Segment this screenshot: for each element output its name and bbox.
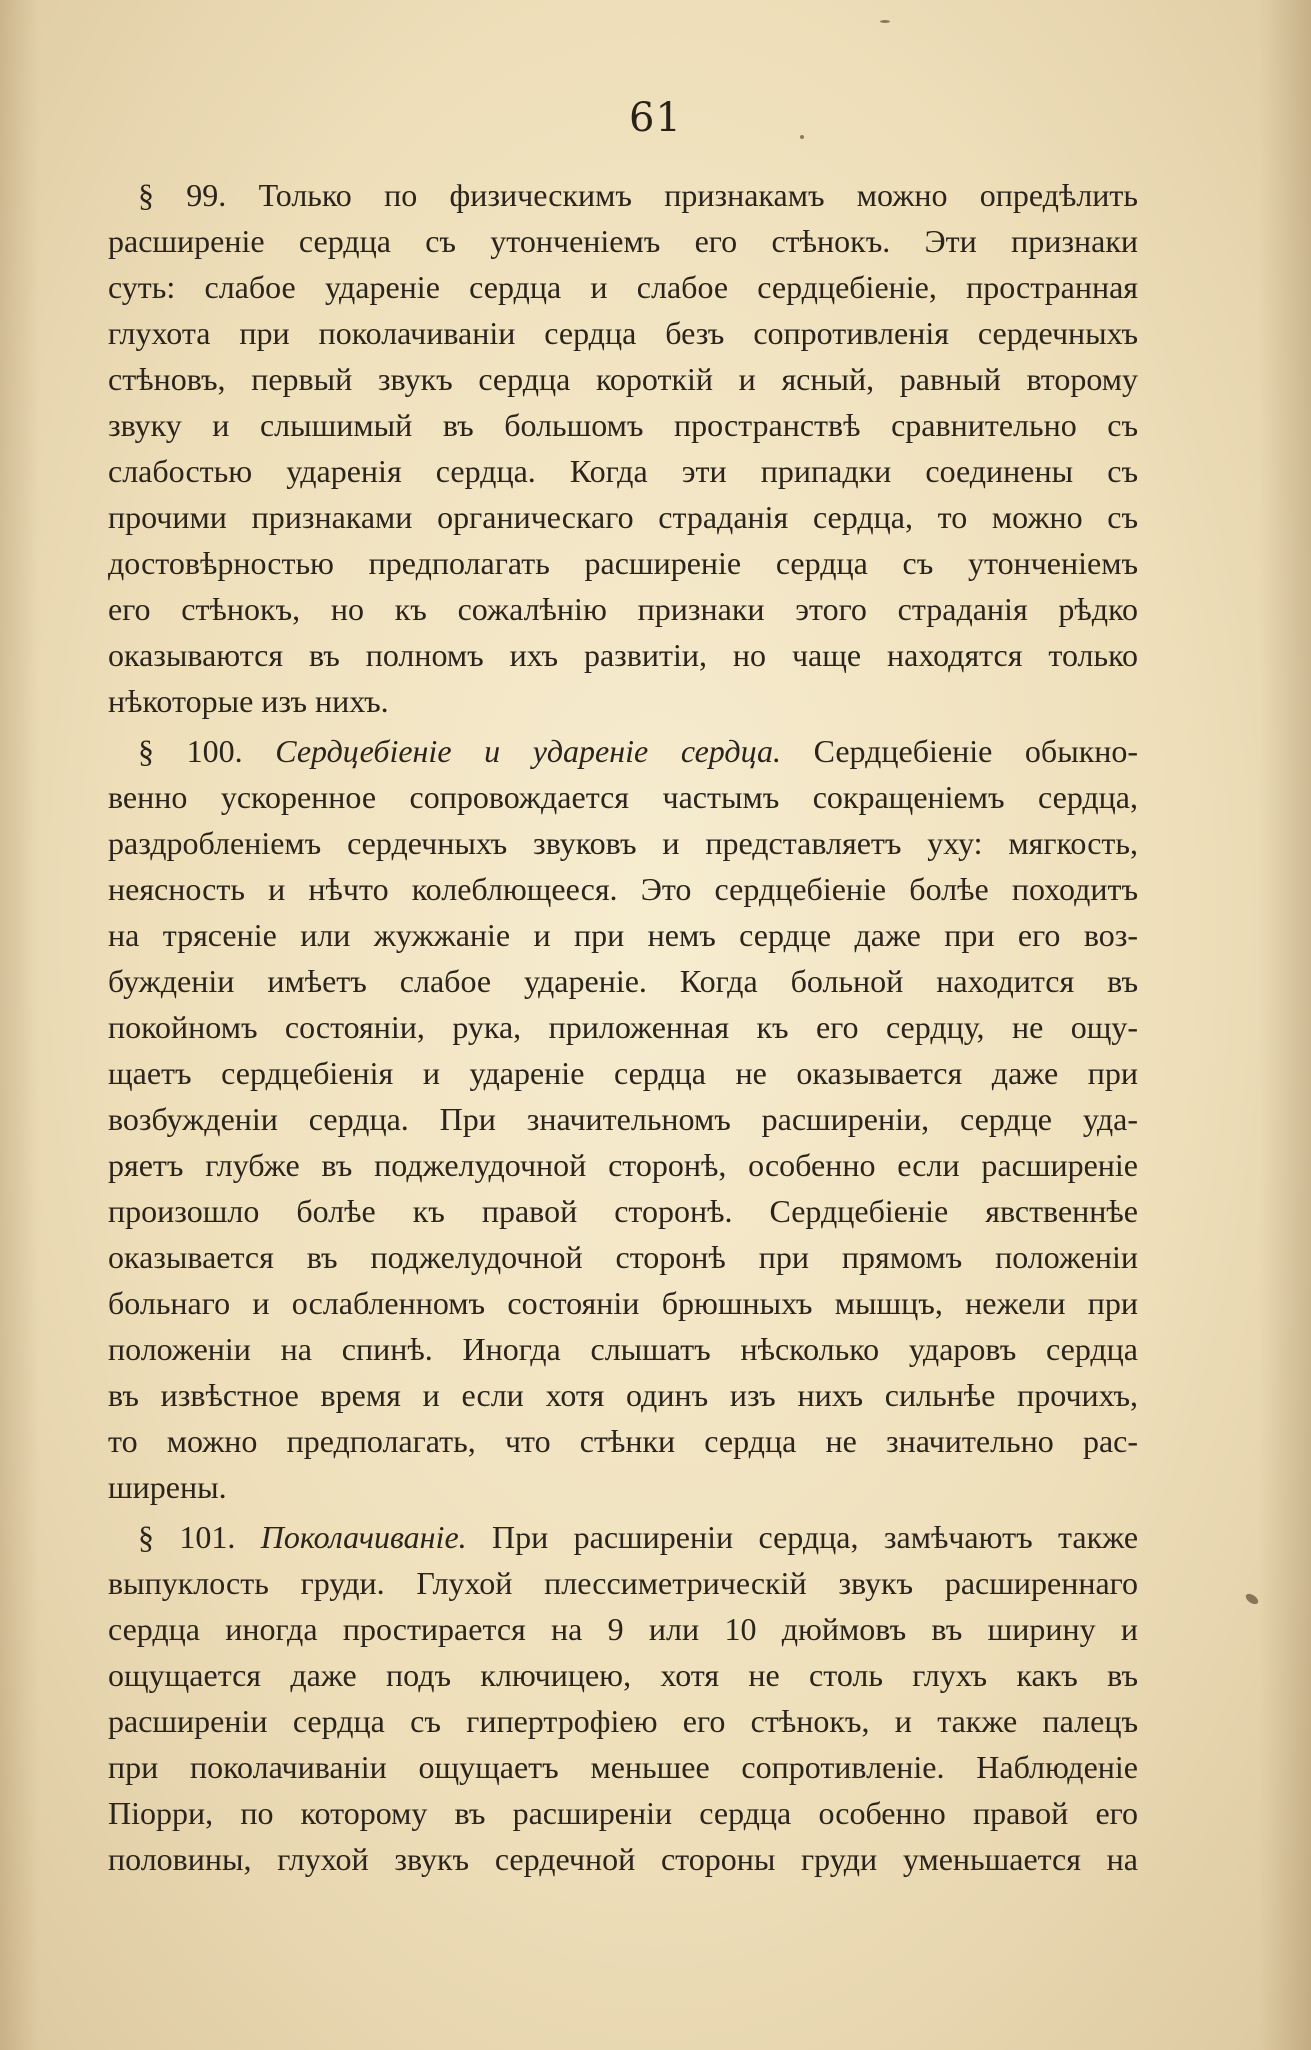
text-line: возбужденіи сердца. При значительномъ расширеніи, сердце уда- (108, 1101, 1138, 1137)
section-number: § 101. (138, 1519, 236, 1555)
text-line: сердца иногда простирается на 9 или 10 дюймовъ въ ширину и (108, 1611, 1138, 1647)
text-line: стѣновъ, первый звукъ сердца короткій и ясный, равный второму (108, 361, 1138, 397)
text-line: слабостью ударенія сердца. Когда эти припадки соединены съ (108, 453, 1138, 489)
text-line: глухота при поколачиваніи сердца безъ сопротивленія сердечныхъ (108, 315, 1138, 351)
text-line: положеніи на спинѣ. Иногда слышатъ нѣсколько ударовъ сердца (108, 1331, 1138, 1367)
text-line: нѣкоторые изъ нихъ. (108, 683, 389, 719)
text-line: ряетъ глубже въ поджелудочной сторонѣ, особенно если расширеніе (108, 1147, 1138, 1183)
text-line: ширены. (108, 1469, 227, 1505)
text-line: его стѣнокъ, но къ сожалѣнію признаки этого страданія рѣдко (108, 591, 1138, 627)
text-line: расширеніе сердца съ утонченіемъ его стѣнокъ. Эти признаки (108, 223, 1138, 259)
text-line: оказываются въ полномъ ихъ развитіи, но чаще находятся только (108, 637, 1138, 673)
text-line: щаетъ сердцебіенія и удареніе сердца не оказывается даже при (108, 1055, 1138, 1091)
paragraph-99 (108, 172, 1138, 724)
text-line: на трясеніе или жужжаніе и при немъ сердце даже при его воз- (108, 917, 1138, 953)
text-line: выпуклость груди. Глухой плессиметрическій звукъ расширеннаго (108, 1565, 1138, 1601)
text-line: Піорри, по которому въ расширеніи сердца особенно правой его (108, 1795, 1138, 1831)
section-heading: Сердцебіеніе и удареніе сердца. (275, 733, 781, 769)
paragraph-first-line (108, 1514, 1138, 1560)
paragraph-first-line (108, 728, 1138, 774)
text-line: половины, глухой звукъ сердечной стороны груди уменьшается на (108, 1841, 1138, 1877)
text-line: неясность и нѣчто колеблющееся. Это сердцебіеніе болѣе походитъ (108, 871, 1138, 907)
text-line: расширеніи сердца съ гипертрофіею его стѣнокъ, и также палецъ (108, 1703, 1138, 1739)
text-line: прочими признаками органическаго страданія сердца, то можно съ (108, 499, 1138, 535)
text-line: при поколачиваніи ощущаетъ меньшее сопротивленіе. Наблюденіе (108, 1749, 1138, 1785)
text-line: больнаго и ослабленномъ состояніи брюшныхъ мышцъ, нежели при (108, 1285, 1138, 1321)
section-number: § 100. (138, 733, 243, 769)
text-line: раздробленіемъ сердечныхъ звуковъ и представляетъ уху: мягкость, (108, 825, 1138, 861)
text-line: § 99. Только по физическимъ признакамъ можно опредѣлить (138, 177, 1138, 213)
text-line: ощущается даже подъ ключицею, хотя не столь глухъ какъ въ (108, 1657, 1138, 1693)
body-text (108, 172, 1138, 1886)
text-line-rest: При расширеніи сердца, замѣчаютъ также (492, 1519, 1139, 1555)
text-line: покойномъ состояніи, рука, приложенная къ его сердцу, не ощу- (108, 1009, 1138, 1045)
ink-speck (800, 135, 804, 139)
text-line: достовѣрностью предполагать расширеніе сердца съ утонченіемъ (108, 545, 1138, 581)
text-line-rest: Сердцебіеніе обыкно- (813, 733, 1139, 769)
paragraph-100 (108, 728, 1138, 1510)
text-line: звуку и слышимый въ большомъ пространствѣ сравнительно съ (108, 407, 1138, 443)
ink-speck (880, 20, 890, 23)
text-line: то можно предполагать, что стѣнки сердца не значительно рас- (108, 1423, 1138, 1459)
text-line: суть: слабое удареніе сердца и слабое сердцебіеніе, пространная (108, 269, 1138, 305)
text-line: произошло болѣе къ правой сторонѣ. Сердцебіеніе явственнѣе (108, 1193, 1138, 1229)
text-line: въ извѣстное время и если хотя одинъ изъ нихъ сильнѣе прочихъ, (108, 1377, 1138, 1413)
section-heading: Поколачиваніе. (260, 1519, 467, 1555)
paragraph-101 (108, 1514, 1138, 1882)
text-line: венно ускоренное сопровождается частымъ сокращеніемъ сердца, (108, 779, 1138, 815)
text-line: бужденіи имѣетъ слабое удареніе. Когда больной находится въ (108, 963, 1138, 999)
page-number: 61 (629, 95, 682, 141)
text-line: оказывается въ поджелудочной сторонѣ при прямомъ положеніи (108, 1239, 1138, 1275)
